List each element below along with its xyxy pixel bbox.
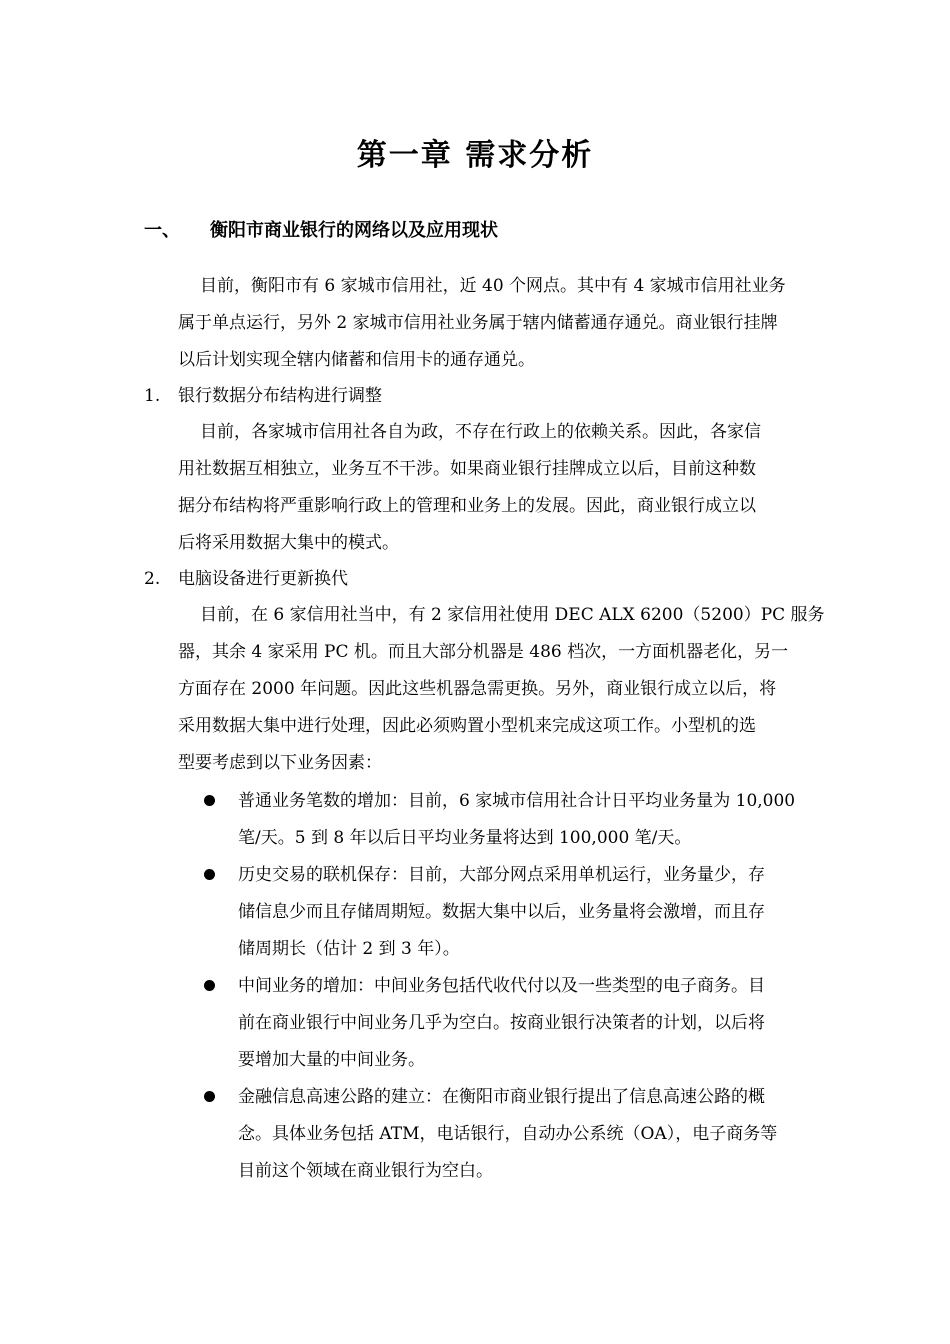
chapter-title: 第一章 需求分析 [356,138,594,173]
bullet-line: 储周期长（估计 2 到 3 年）。 [238,939,460,959]
bullet-line: 笔/天。5 到 8 年以后日平均业务量将达到 100,000 笔/天。 [238,828,692,848]
paragraph-line: 据分布结构将严重影响行政上的管理和业务上的发展。因此，商业银行成立以 [178,496,756,516]
bullet-line: 历史交易的联机保存：目前，大部分网点采用单机运行，业务量少，存 [238,865,765,885]
item-number: 1. [144,386,161,406]
paragraph-line: 属于单点运行，另外 2 家城市信用社业务属于辖内储蓄通存通兑。商业银行挂牌 [178,313,778,333]
paragraph-line: 目前，各家城市信用社各自为政，不存在行政上的依赖关系。因此，各家信 [200,422,761,442]
bullet-line: 储信息少而且存储周期短。数据大集中以后，业务量将会激增，而且存 [238,902,765,922]
section-heading [144,216,498,242]
paragraph-line: 目前，衡阳市有 6 家城市信用社，近 40 个网点。其中有 4 家城市信用社业务 [200,276,786,296]
paragraph-line: 方面存在 2000 年问题。因此这些机器急需更换。另外，商业银行成立以后，将 [178,679,777,699]
item2-paragraph [178,597,848,782]
bullet-dot-icon [204,980,215,991]
bullet-line: 金融信息高速公路的建立：在衡阳市商业银行提出了信息高速公路的概 [238,1087,765,1107]
bullet-line: 前在商业银行中间业务几乎为空白。按商业银行决策者的计划，以后将 [238,1013,765,1033]
bullet-line: 目前这个领域在商业银行为空白。 [238,1161,493,1181]
bullet-dot-icon [204,1091,215,1102]
paragraph-line: 器，其余 4 家采用 PC 机。而且大部分机器是 486 档次，一方面机器老化，另一 [178,642,789,662]
paragraph-line: 采用数据大集中进行处理，因此必须购置小型机来完成这项工作。小型机的选 [178,716,756,736]
section-number: 一、 [144,220,180,241]
bullet-line: 念。具体业务包括 ATM，电话银行，自动办公系统（OA），电子商务等 [238,1124,778,1144]
paragraph-line: 用社数据互相独立，业务互不干涉。如果商业银行挂牌成立以后，目前这种数 [178,459,756,479]
section-title: 衡阳市商业银行的网络以及应用现状 [210,220,498,241]
paragraph-line: 目前，在 6 家信用社当中，有 2 家信用社使用 DEC ALX 6200（5200）PC 服务 [200,605,825,625]
bullet-line: 普通业务笔数的增加：目前，6 家城市信用社合计日平均业务量为 10,000 [238,791,796,811]
paragraph-line: 以后计划实现全辖内储蓄和信用卡的通存通兑。 [178,350,535,370]
bullet-line: 要增加大量的中间业务。 [238,1050,425,1070]
numbered-item-2 [144,561,348,598]
bullet-line: 中间业务的增加：中间业务包括代收代付以及一些类型的电子商务。目 [238,976,765,996]
numbered-item-1 [144,378,382,415]
item-title: 银行数据分布结构进行调整 [178,386,382,406]
bullet-dot-icon [204,869,215,880]
intro-paragraph [178,268,848,379]
paragraph-line: 后将采用数据大集中的模式。 [178,533,399,553]
item-title: 电脑设备进行更新换代 [178,569,348,589]
item-number: 2. [144,569,161,589]
item1-paragraph [178,414,848,562]
bullet-dot-icon [204,795,215,806]
paragraph-line: 型要考虑到以下业务因素： [178,753,382,773]
